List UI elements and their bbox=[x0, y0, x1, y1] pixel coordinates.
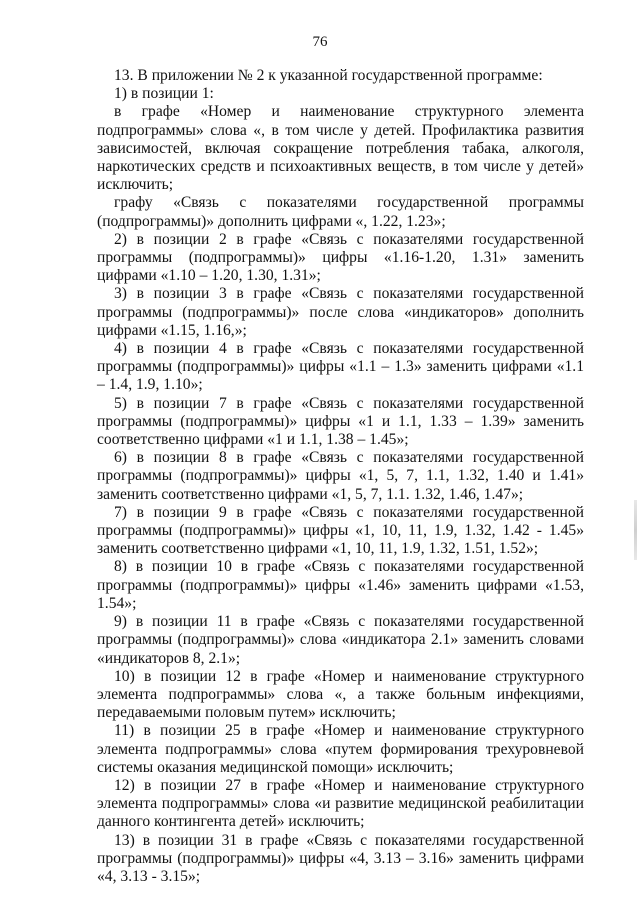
paragraph-position-10: 8) в позиции 10 в графе «Связь с показателями государственной программы (подпрограммы)» цифры «1.46» заменить цифрами «1.53, 1.54»; bbox=[97, 558, 584, 612]
paragraph-position-1-link-column: графу «Связь с показателями государственной программы (подпрограммы)» дополнить цифрами «, 1.22, 1.23»; bbox=[97, 194, 584, 230]
paragraph-position-11: 9) в позиции 11 в графе «Связь с показателями государственной программы (подпрограммы)» слова «индикатора 2.1» заменить словами «индикаторов 8, 2.1»; bbox=[97, 613, 584, 667]
page-number: 76 bbox=[312, 34, 328, 50]
paragraph-position-27: 12) в позиции 27 в графе «Номер и наименование структурного элемента подпрограммы» слова «и развитие медицинской реабилитации данного контингента детей» исключить; bbox=[97, 776, 584, 831]
paragraph-position-4: 4) в позиции 4 в графе «Связь с показателями государственной программы (подпрограммы)» цифры «1.1 – 1.3» заменить цифрами «1.1 – 1.4, 1.9, 1.10»; bbox=[97, 340, 584, 394]
paragraph-position-25: 11) в позиции 25 в графе «Номер и наименование структурного элемента подпрограммы» слова «путем формирования трехуровневой системы оказания медицинской помощи» исключить; bbox=[97, 722, 584, 776]
paragraph-position-12: 10) в позиции 12 в графе «Номер и наименование структурного элемента подпрограммы» слова «, а также больным инфекциями, передаваемыми половым путем» исключить; bbox=[97, 667, 584, 722]
paragraph-position-2: 2) в позиции 2 в графе «Связь с показателями государственной программы (подпрограммы)» цифры «1.16-1.20, 1.31» заменить цифрами «1.10 – 1.20, 1.30, 1.31»; bbox=[97, 230, 584, 285]
paragraph-position-8: 6) в позиции 8 в графе «Связь с показателями государственной программы (подпрограммы)» цифры «1, 5, 7, 1.1, 1.32, 1.40 и 1.41» заменить соответственно цифрами «1, 5, 7, 1.1. 1.32, 1.46, 1.47»; bbox=[97, 449, 584, 503]
paragraph-position-3: 3) в позиции 3 в графе «Связь с показателями государственной программы (подпрограммы)» после слова «индикаторов» дополнить цифрами «1.15, 1.16,»; bbox=[97, 285, 584, 339]
scan-edge-mark bbox=[634, 500, 637, 560]
paragraph-position-31: 13) в позиции 31 в графе «Связь с показателями государственной программы (подпрограммы)» цифры «4, 3.13 – 3.16» заменить цифрами «4, 3.13 - 3.15»; bbox=[97, 831, 584, 885]
paragraph-position-1: 1) в позиции 1: bbox=[114, 85, 214, 103]
paragraph-position-9: 7) в позиции 9 в графе «Связь с показателями государственной программы (подпрограммы)» цифры «1, 10, 11, 1.9, 1.32, 1.42 - 1.45» заменить соответственно цифрами «1, 10, 11, 1.9, 1.32, 1.51, 1.52»; bbox=[97, 503, 584, 558]
paragraph-position-7: 5) в позиции 7 в графе «Связь с показателями государственной программы (подпрограммы)» цифры «1 и 1.1, 1.33 – 1.39» заменить соответственно цифрами «1 и 1.1, 1.38 – 1.45»; bbox=[97, 394, 584, 449]
document-body bbox=[97, 67, 584, 886]
paragraph-item-13-heading: 13. В приложении № 2 к указанной государственной программе: bbox=[114, 67, 543, 84]
paragraph-position-1-name-column: в графе «Номер и наименование структурного элемента подпрограммы» слова «, в том числе у детей. Профилактика развития зависимостей, включая сокращение потребления табака, алкоголя, наркотических средств и психоактивных веществ, в том числе у детей» исключить; bbox=[97, 103, 584, 194]
